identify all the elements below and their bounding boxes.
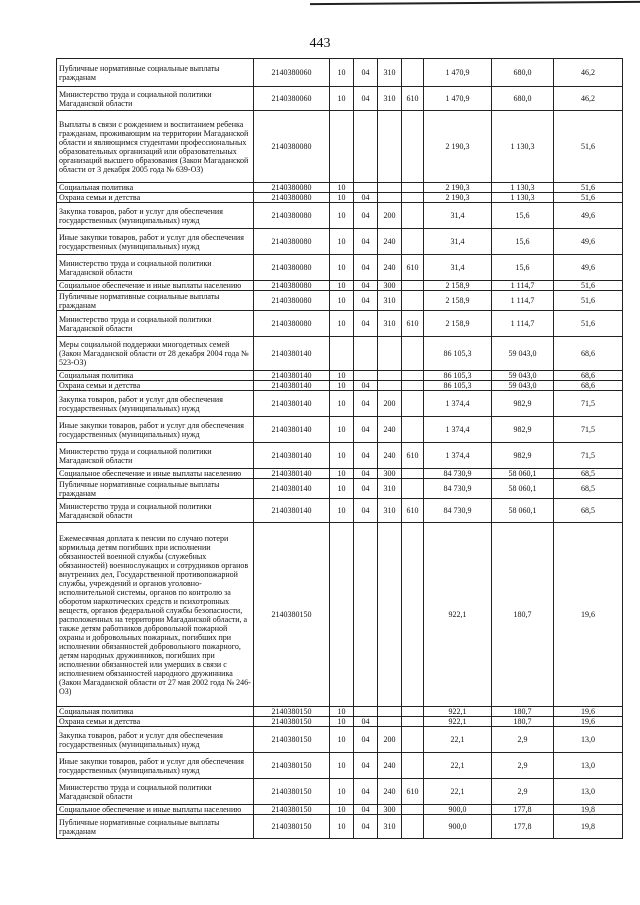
row-name: Выплаты в связи с рождением и воспитанием ребенка гражданам, проживающим на территории Магаданской области и являющимся студентами профессиональных образовательных организаций или образовательных организаций высшего образования (Закон Магаданской области от 3 декабря 2005 года № 639-ОЗ)	[57, 111, 254, 183]
row-planned: 900,0	[424, 805, 492, 815]
row-section: 10	[330, 469, 354, 479]
row-percent: 19,6	[554, 523, 623, 707]
row-planned: 1 470,9	[424, 87, 492, 111]
row-subsection: 04	[354, 727, 378, 753]
row-executed: 59 043,0	[492, 371, 554, 381]
table-row	[57, 523, 623, 707]
row-subsection: 04	[354, 255, 378, 281]
row-code: 2140380060	[254, 59, 330, 87]
row-subsection	[354, 183, 378, 193]
table-row	[57, 183, 623, 193]
row-planned: 22,1	[424, 779, 492, 805]
row-name: Охрана семьи и детства	[57, 381, 254, 391]
row-code: 2140380140	[254, 469, 330, 479]
row-percent: 19,8	[554, 805, 623, 815]
row-section	[330, 111, 354, 183]
row-percent: 51,6	[554, 193, 623, 203]
row-subsection: 04	[354, 391, 378, 417]
row-name: Социальное обеспечение и иные выплаты населению	[57, 281, 254, 291]
row-name: Министерство труда и социальной политики Магаданской области	[57, 779, 254, 805]
row-executed: 1 130,3	[492, 193, 554, 203]
row-code: 2140380150	[254, 727, 330, 753]
row-executed: 177,8	[492, 805, 554, 815]
row-percent: 19,8	[554, 815, 623, 839]
row-admin-code	[402, 753, 424, 779]
row-code: 2140380060	[254, 87, 330, 111]
row-name: Социальное обеспечение и иные выплаты населению	[57, 469, 254, 479]
row-expense-type: 310	[378, 291, 402, 311]
row-planned: 1 374,4	[424, 443, 492, 469]
row-admin-code	[402, 391, 424, 417]
row-section: 10	[330, 815, 354, 839]
row-planned: 2 190,3	[424, 111, 492, 183]
row-expense-type: 200	[378, 391, 402, 417]
row-planned: 84 730,9	[424, 469, 492, 479]
row-expense-type: 310	[378, 59, 402, 87]
row-subsection	[354, 111, 378, 183]
row-name: Закупка товаров, работ и услуг для обеспечения государственных (муниципальных) нужд	[57, 203, 254, 229]
row-percent: 49,6	[554, 255, 623, 281]
row-executed: 982,9	[492, 417, 554, 443]
row-expense-type	[378, 111, 402, 183]
row-subsection	[354, 371, 378, 381]
row-admin-code	[402, 815, 424, 839]
row-admin-code: 610	[402, 255, 424, 281]
row-expense-type: 310	[378, 311, 402, 337]
row-percent: 71,5	[554, 417, 623, 443]
row-executed: 680,0	[492, 87, 554, 111]
row-subsection: 04	[354, 381, 378, 391]
row-name: Охрана семьи и детства	[57, 193, 254, 203]
row-code: 2140380140	[254, 479, 330, 499]
row-admin-code: 610	[402, 499, 424, 523]
row-code: 2140380140	[254, 443, 330, 469]
row-percent: 68,5	[554, 479, 623, 499]
row-name: Министерство труда и социальной политики Магаданской области	[57, 87, 254, 111]
row-admin-code	[402, 469, 424, 479]
row-executed: 680,0	[492, 59, 554, 87]
row-admin-code	[402, 337, 424, 371]
row-expense-type: 240	[378, 417, 402, 443]
row-name: Министерство труда и социальной политики Магаданской области	[57, 499, 254, 523]
row-subsection: 04	[354, 311, 378, 337]
row-section: 10	[330, 291, 354, 311]
row-admin-code: 610	[402, 87, 424, 111]
row-executed: 180,7	[492, 717, 554, 727]
table-row	[57, 707, 623, 717]
row-expense-type	[378, 717, 402, 727]
row-admin-code	[402, 203, 424, 229]
row-percent: 68,6	[554, 337, 623, 371]
row-name: Меры социальной поддержки многодетных семей (Закон Магаданской области от 28 декабря 2004 года № 523-ОЗ)	[57, 337, 254, 371]
row-expense-type	[378, 523, 402, 707]
row-executed: 982,9	[492, 391, 554, 417]
budget-table-body	[57, 59, 623, 839]
row-section: 10	[330, 391, 354, 417]
table-row	[57, 281, 623, 291]
row-executed: 177,8	[492, 815, 554, 839]
row-subsection: 04	[354, 479, 378, 499]
row-section: 10	[330, 805, 354, 815]
row-code: 2140380150	[254, 815, 330, 839]
row-executed: 59 043,0	[492, 381, 554, 391]
table-row	[57, 499, 623, 523]
row-section: 10	[330, 717, 354, 727]
row-subsection: 04	[354, 87, 378, 111]
row-name: Иные закупки товаров, работ и услуг для обеспечения государственных (муниципальных) нужд	[57, 753, 254, 779]
row-name: Публичные нормативные социальные выплаты гражданам	[57, 815, 254, 839]
row-executed: 59 043,0	[492, 337, 554, 371]
table-row	[57, 417, 623, 443]
row-executed: 180,7	[492, 523, 554, 707]
row-executed: 2,9	[492, 779, 554, 805]
table-row	[57, 229, 623, 255]
row-section: 10	[330, 371, 354, 381]
table-row	[57, 255, 623, 281]
row-subsection: 04	[354, 443, 378, 469]
row-subsection: 04	[354, 59, 378, 87]
row-executed: 58 060,1	[492, 469, 554, 479]
row-admin-code	[402, 193, 424, 203]
row-section: 10	[330, 183, 354, 193]
row-section: 10	[330, 203, 354, 229]
row-admin-code	[402, 417, 424, 443]
row-admin-code	[402, 59, 424, 87]
row-planned: 86 105,3	[424, 371, 492, 381]
row-percent: 49,6	[554, 203, 623, 229]
row-expense-type	[378, 371, 402, 381]
row-planned: 2 158,9	[424, 291, 492, 311]
table-row	[57, 779, 623, 805]
row-percent: 46,2	[554, 87, 623, 111]
row-admin-code	[402, 281, 424, 291]
row-executed: 982,9	[492, 443, 554, 469]
row-section: 10	[330, 229, 354, 255]
row-section: 10	[330, 479, 354, 499]
row-code: 2140380140	[254, 499, 330, 523]
row-admin-code	[402, 717, 424, 727]
row-code: 2140380150	[254, 707, 330, 717]
row-planned: 922,1	[424, 523, 492, 707]
row-expense-type: 300	[378, 805, 402, 815]
table-row	[57, 337, 623, 371]
row-section: 10	[330, 281, 354, 291]
row-planned: 31,4	[424, 229, 492, 255]
row-subsection: 04	[354, 717, 378, 727]
row-executed: 58 060,1	[492, 479, 554, 499]
row-section: 10	[330, 727, 354, 753]
row-planned: 2 190,3	[424, 193, 492, 203]
row-code: 2140380080	[254, 255, 330, 281]
row-executed: 15,6	[492, 203, 554, 229]
row-percent: 68,6	[554, 371, 623, 381]
row-expense-type: 300	[378, 281, 402, 291]
row-subsection: 04	[354, 281, 378, 291]
row-admin-code	[402, 381, 424, 391]
row-code: 2140380080	[254, 193, 330, 203]
row-expense-type: 200	[378, 203, 402, 229]
row-expense-type: 240	[378, 779, 402, 805]
row-code: 2140380140	[254, 391, 330, 417]
row-code: 2140380150	[254, 523, 330, 707]
row-percent: 19,6	[554, 717, 623, 727]
table-row	[57, 193, 623, 203]
row-expense-type	[378, 193, 402, 203]
row-subsection	[354, 707, 378, 717]
row-subsection	[354, 337, 378, 371]
row-percent: 49,6	[554, 229, 623, 255]
row-name: Публичные нормативные социальные выплаты гражданам	[57, 479, 254, 499]
row-planned: 922,1	[424, 717, 492, 727]
row-expense-type: 240	[378, 443, 402, 469]
row-planned: 1 374,4	[424, 391, 492, 417]
row-subsection: 04	[354, 779, 378, 805]
row-code: 2140380080	[254, 183, 330, 193]
row-expense-type	[378, 183, 402, 193]
row-expense-type: 310	[378, 87, 402, 111]
row-percent: 13,0	[554, 727, 623, 753]
row-section: 10	[330, 311, 354, 337]
row-section: 10	[330, 779, 354, 805]
row-code: 2140380080	[254, 111, 330, 183]
row-executed: 1 130,3	[492, 183, 554, 193]
row-name: Социальное обеспечение и иные выплаты населению	[57, 805, 254, 815]
table-row	[57, 443, 623, 469]
row-admin-code	[402, 523, 424, 707]
row-name: Публичные нормативные социальные выплаты гражданам	[57, 59, 254, 87]
row-admin-code	[402, 707, 424, 717]
row-section: 10	[330, 193, 354, 203]
table-row	[57, 87, 623, 111]
row-expense-type: 310	[378, 499, 402, 523]
row-name: Социальная политика	[57, 371, 254, 381]
row-expense-type	[378, 381, 402, 391]
row-code: 2140380150	[254, 753, 330, 779]
row-expense-type: 240	[378, 229, 402, 255]
row-name: Охрана семьи и детства	[57, 717, 254, 727]
row-expense-type: 240	[378, 255, 402, 281]
table-row	[57, 727, 623, 753]
row-executed: 1 130,3	[492, 111, 554, 183]
row-percent: 13,0	[554, 753, 623, 779]
row-section: 10	[330, 499, 354, 523]
row-section: 10	[330, 59, 354, 87]
table-row	[57, 717, 623, 727]
row-expense-type: 200	[378, 727, 402, 753]
row-name: Министерство труда и социальной политики Магаданской области	[57, 311, 254, 337]
row-admin-code	[402, 229, 424, 255]
row-code: 2140380140	[254, 371, 330, 381]
row-section	[330, 523, 354, 707]
row-name: Министерство труда и социальной политики Магаданской области	[57, 443, 254, 469]
table-row	[57, 59, 623, 87]
row-expense-type: 240	[378, 753, 402, 779]
row-section: 10	[330, 753, 354, 779]
row-code: 2140380140	[254, 337, 330, 371]
row-subsection: 04	[354, 203, 378, 229]
row-admin-code	[402, 479, 424, 499]
row-planned: 900,0	[424, 815, 492, 839]
row-name: Закупка товаров, работ и услуг для обеспечения государственных (муниципальных) нужд	[57, 727, 254, 753]
row-code: 2140380080	[254, 311, 330, 337]
row-percent: 51,6	[554, 311, 623, 337]
row-name: Иные закупки товаров, работ и услуг для обеспечения государственных (муниципальных) нужд	[57, 229, 254, 255]
row-planned: 2 158,9	[424, 311, 492, 337]
table-row	[57, 815, 623, 839]
table-row	[57, 479, 623, 499]
row-expense-type	[378, 337, 402, 371]
row-percent: 71,5	[554, 443, 623, 469]
row-planned: 31,4	[424, 203, 492, 229]
row-admin-code	[402, 727, 424, 753]
table-row	[57, 311, 623, 337]
table-row	[57, 203, 623, 229]
page-top-edge	[0, 0, 640, 6]
row-percent: 51,6	[554, 281, 623, 291]
row-name: Иные закупки товаров, работ и услуг для обеспечения государственных (муниципальных) нужд	[57, 417, 254, 443]
row-executed: 58 060,1	[492, 499, 554, 523]
row-expense-type: 310	[378, 479, 402, 499]
row-section: 10	[330, 255, 354, 281]
row-planned: 922,1	[424, 707, 492, 717]
row-planned: 1 470,9	[424, 59, 492, 87]
row-planned: 86 105,3	[424, 381, 492, 391]
row-executed: 1 114,7	[492, 291, 554, 311]
table-row	[57, 291, 623, 311]
table-row	[57, 805, 623, 815]
row-expense-type: 310	[378, 815, 402, 839]
row-admin-code	[402, 291, 424, 311]
row-name: Социальная политика	[57, 707, 254, 717]
row-name: Публичные нормативные социальные выплаты гражданам	[57, 291, 254, 311]
row-admin-code: 610	[402, 779, 424, 805]
row-executed: 180,7	[492, 707, 554, 717]
row-subsection: 04	[354, 193, 378, 203]
row-planned: 84 730,9	[424, 479, 492, 499]
row-executed: 15,6	[492, 229, 554, 255]
page-number: 443	[309, 36, 331, 51]
row-planned: 2 158,9	[424, 281, 492, 291]
row-admin-code: 610	[402, 443, 424, 469]
row-subsection: 04	[354, 815, 378, 839]
row-section: 10	[330, 443, 354, 469]
row-subsection: 04	[354, 499, 378, 523]
row-section: 10	[330, 381, 354, 391]
row-admin-code	[402, 371, 424, 381]
row-planned: 1 374,4	[424, 417, 492, 443]
row-code: 2140380150	[254, 779, 330, 805]
row-code: 2140380140	[254, 381, 330, 391]
row-planned: 22,1	[424, 753, 492, 779]
row-planned: 84 730,9	[424, 499, 492, 523]
row-code: 2140380080	[254, 203, 330, 229]
table-row	[57, 469, 623, 479]
row-admin-code	[402, 111, 424, 183]
table-row	[57, 381, 623, 391]
row-planned: 2 190,3	[424, 183, 492, 193]
row-percent: 68,6	[554, 381, 623, 391]
row-name: Ежемесячная доплата к пенсии по случаю потери кормильца детям погибших при исполнении обязанностей военной службы (служебных обязанностей) военнослужащих и сотрудников органов внутренних дел, Государственной противопожарной службы, учреждений и органов уголовно-исполнительной системы, органов по контролю за оборотом наркотических средств и психотропных веществ, органов федеральной службы безопасности, расположенных на территории Магаданской области, а также детям работников добровольной пожарной охраны и добровольных пожарных, погибших при исполнении обязанностей добровольного пожарного, детям народных дружинников, погибших при исполнении обязанностей или умерших в связи с исполнением обязанностей народного дружинника (Закон Магаданской области от 27 мая 2002 года № 246-ОЗ)	[57, 523, 254, 707]
row-section: 10	[330, 417, 354, 443]
row-expense-type	[378, 707, 402, 717]
table-row	[57, 111, 623, 183]
table-row	[57, 753, 623, 779]
row-code: 2140380140	[254, 417, 330, 443]
row-percent: 68,5	[554, 499, 623, 523]
row-executed: 2,9	[492, 753, 554, 779]
row-subsection: 04	[354, 753, 378, 779]
row-percent: 51,6	[554, 183, 623, 193]
table-row	[57, 371, 623, 381]
row-subsection	[354, 523, 378, 707]
row-admin-code: 610	[402, 311, 424, 337]
row-expense-type: 300	[378, 469, 402, 479]
row-code: 2140380080	[254, 291, 330, 311]
row-percent: 68,5	[554, 469, 623, 479]
row-planned: 22,1	[424, 727, 492, 753]
table-row	[57, 391, 623, 417]
row-percent: 71,5	[554, 391, 623, 417]
row-executed: 15,6	[492, 255, 554, 281]
row-planned: 31,4	[424, 255, 492, 281]
row-executed: 1 114,7	[492, 311, 554, 337]
row-percent: 46,2	[554, 59, 623, 87]
row-name: Социальная политика	[57, 183, 254, 193]
row-code: 2140380150	[254, 717, 330, 727]
row-subsection: 04	[354, 805, 378, 815]
row-name: Министерство труда и социальной политики Магаданской области	[57, 255, 254, 281]
row-subsection: 04	[354, 417, 378, 443]
row-section: 10	[330, 707, 354, 717]
row-executed: 2,9	[492, 727, 554, 753]
row-percent: 19,6	[554, 707, 623, 717]
row-section: 10	[330, 87, 354, 111]
row-executed: 1 114,7	[492, 281, 554, 291]
row-code: 2140380150	[254, 805, 330, 815]
row-admin-code	[402, 183, 424, 193]
row-subsection: 04	[354, 229, 378, 255]
row-name: Закупка товаров, работ и услуг для обеспечения государственных (муниципальных) нужд	[57, 391, 254, 417]
row-percent: 51,6	[554, 111, 623, 183]
row-section	[330, 337, 354, 371]
row-code: 2140380080	[254, 281, 330, 291]
row-code: 2140380080	[254, 229, 330, 255]
row-subsection: 04	[354, 291, 378, 311]
row-subsection: 04	[354, 469, 378, 479]
row-admin-code	[402, 805, 424, 815]
row-planned: 86 105,3	[424, 337, 492, 371]
row-percent: 51,6	[554, 291, 623, 311]
budget-table	[56, 58, 623, 839]
row-percent: 13,0	[554, 779, 623, 805]
